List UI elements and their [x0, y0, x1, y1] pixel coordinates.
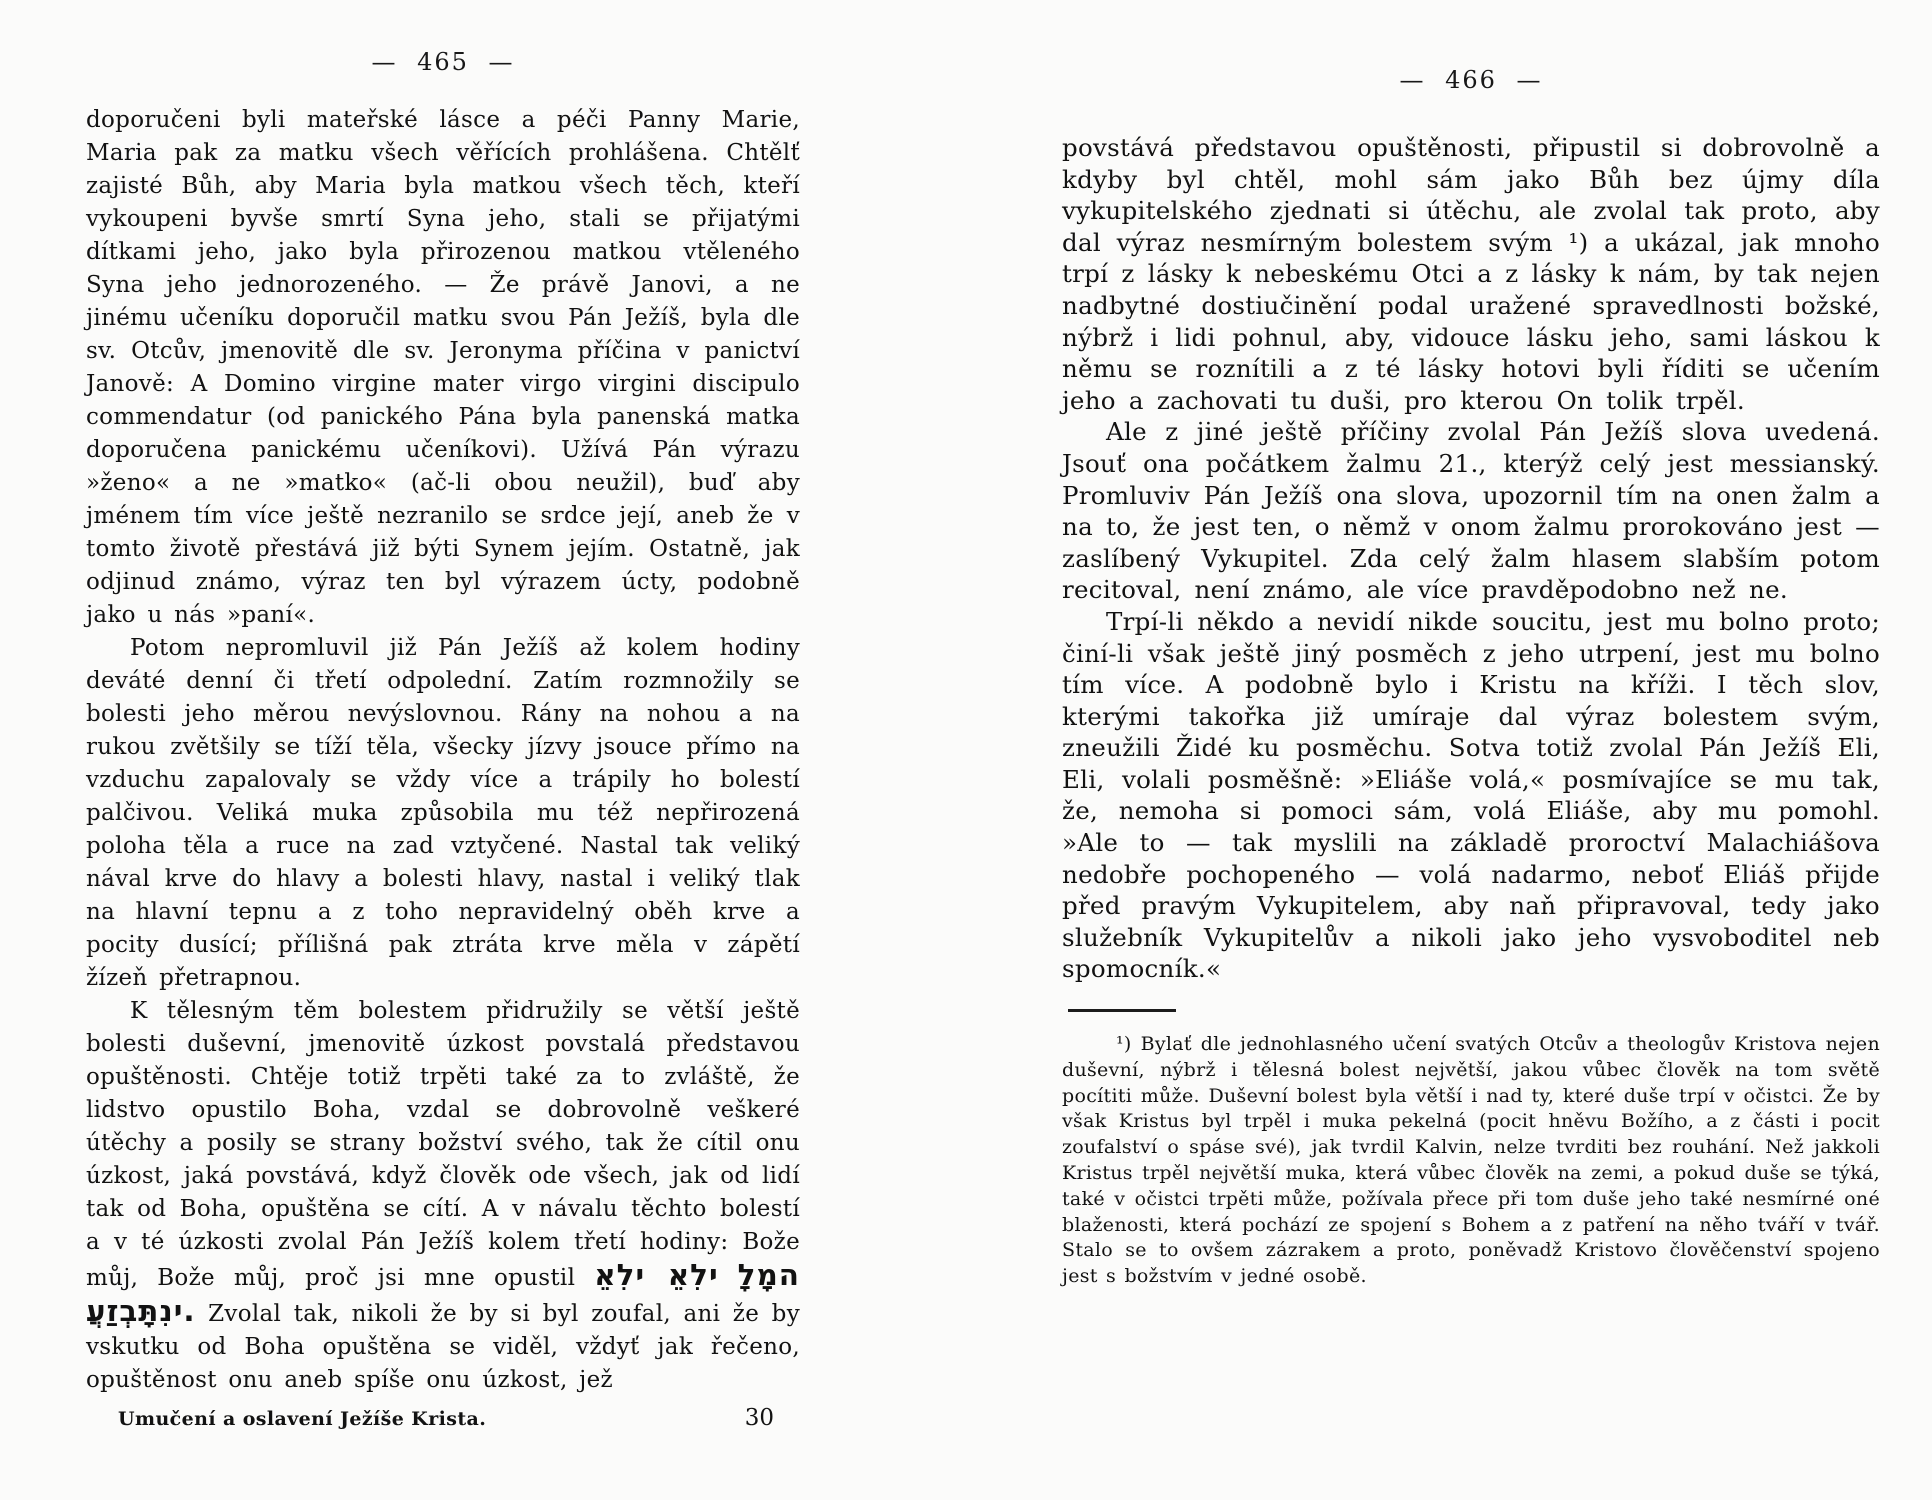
page-body-left: [86, 104, 800, 1397]
page-number-right: — 466 —: [1399, 66, 1543, 94]
paragraph: [86, 995, 800, 1397]
footnote-divider: [1068, 1009, 1176, 1012]
hebrew-phrase-eli: אֵלִי אֵלִי: [594, 1258, 719, 1292]
page-465: [86, 48, 800, 1431]
footnote: ¹) Bylať dle jednohlasného učení svatých Otcův a theologův Kristova nejen duševní, nýbrž i tělesná bolest největší, jakou vůbec člověk na tom světě pocítiti může. Duševní bolest byla větší i nad ty, které duše trpí v očistci. Že by však Kristus byl trpěl i muka pekelná (pocit hněvu Božího, a z části i pocit zoufalství o spáse své), jak tvrdil Kalvin, nelze tvrditi bez rouhání. Než jakkoli Kristus trpěl největší muka, která vůbec člověk na zemi, a pokud duše se týká, také v očistci trpěti může, požívala přece při tom duše jeho také nesmírné oné blaženosti, která pochází ze spojení s Bohem a z patření na něho tváří v tvář. Stalo se to ovšem zázrakem a proto, poněvadž Kristovo člověčenství spojeno jest s božstvím v jedné osobě.: [1062, 1033, 1880, 1288]
hebrew-phrase-lamah-azavtani: לָמָה עֲזַבְתָּנִי.: [86, 1258, 800, 1328]
page-body-right: [1062, 132, 1880, 985]
page-number-left: — 465 —: [371, 48, 515, 76]
page-footer: [86, 1405, 800, 1431]
paragraph: Trpí-li někdo a nevidí nikde soucitu, jest mu bolno proto; činí-li však ještě jiný posměch z jeho utrpení, jest mu bolno tím více. A podobně bylo i Kristu na kříži. I těch slov, kterými takořka již umíraje dal výraz bolestem svým, zneužili Židé ku posměchu. Sotva totiž zvolal Pán Ježíš Eli, Eli, volali posměšně: »Eliáše volá,« posmívajíce se mu tak, že, nemoha si pomoci sám, volá Eliáše, aby mu pomohl. »Ale to — tak myslili na základě proroctví Malachiášova nedobře pochopeného — volá nadarmo, neboť Eliáš přijde před pravým Vykupitelem, aby naň připravoval, tedy jako služebník Vykupitelův a nikoli jako jeho vysvoboditel neb spomocník.«: [1062, 606, 1880, 984]
paragraph-text: Zvolal tak, nikoli že by si byl zoufal, ani že by vskutku od Boha opuštěna se viděl, vždyť jak řečeno, opuštěnost onu aneb spíše onu úzkost, jež: [86, 1301, 800, 1393]
paragraph: Ale z jiné ještě příčiny zvolal Pán Ježíš slova uvedená. Jsouť ona počátkem žalmu 21., kterýž celý jest messianský. Promluviv Pán Ježíš ona slova, upozornil tím na onen žalm a na to, že jest ten, o němž v onom žalmu prorokováno jest — zaslíbený Vykupitel. Zda celý žalm hlasem slabším potom recitoval, není známo, ale více pravděpodobno než ne.: [1062, 417, 1880, 605]
paragraph: doporučeni byli mateřské lásce a péči Panny Marie, Maria pak za matku všech věřících prohlášena. Chtělť zajisté Bůh, aby Maria byla matkou všech těch, kteří vykoupeni byvše smrtí Syna jeho, stali se přijatými dítkami jeho, jako byla přirozenou matkou vtěleného Syna jeho jednorozeného. — Že právě Janovi, a ne jinému učeníku doporučil matku svou Pán Ježíš, byla dle sv. Otcův, jmenovitě dle sv. Jeronyma příčina v panictví Janově: A Domino virgine mater virgo virgini discipulo commendatur (od panického Pána byla panenská matka doporučena panickému učeníkovi). Užívá Pán výrazu »ženo« a ne »matko« (ač-li obou neužil), buď aby jménem tím více ještě nezranilo se srdce její, aneb že v tomto životě přestává již býti Synem jejím. Ostatně, jak odjinud známo, výraz ten byl výrazem úcty, podobně jako u nás »paní«.: [86, 107, 800, 628]
paragraph: Potom nepromluvil již Pán Ježíš až kolem hodiny deváté denní či třetí odpolední. Zatím rozmnožily se bolesti jeho měrou nevýslovnou. Rány na nohou a na rukou zvětšily se tíží těla, všecky jízvy jsouce přímo na vzduchu zapalovaly se vždy více a trápily ho bolestí palčivou. Veliká muka způsobila mu též nepřirozená poloha těla a ruce na zad vztyčené. Nastal tak veliký nával krve do hlavy a bolesti hlavy, nastal i veliký tlak na hlavní tepnu a z toho nepravidelný oběh krve a pocity dusící; přílišná pak ztráta krve měla v zápětí žízeň přetrapnou.: [86, 635, 800, 991]
page-466: [1062, 66, 1880, 1290]
signature-number: 30: [744, 1405, 774, 1431]
paragraph: povstává představou opuštěnosti, připustil si dobrovolně a kdyby byl chtěl, mohl sám jako Bůh bez újmy díla vykupitelského zjednati si útěchu, ale zvolal tak proto, aby dal výraz nesmírným bolestem svým ¹) a ukázal, jak mnoho trpí z lásky k nebeskému Otci a z lásky k nám, by tak nejen nadbytné dostiučinění podal uražené spravedlnosti božské, nýbrž i lidi pohnul, aby, vidouce lásku jeho, sami láskou k němu se roznítili a z té lásky hotovi byli říditi se učením jeho a zachovati tu duši, pro kterou On tolik trpěl.: [1062, 133, 1880, 415]
paragraph-text: K tělesným těm bolestem přidružily se větší ještě bolesti duševní, jmenovitě úzkost povstalá představou opuštěnosti. Chtěje totiž trpěti také za to zvláště, že lidstvo opustilo Boha, vzdal se dobrovolně veškeré útěchy a posily se strany božství svého, tak že cítil onu úzkost, jaká povstává, když člověk ode všech, jak od lidí tak od Boha, opuštěna se cítí. A v návalu těchto bolestí a v té úzkosti zvolal Pán Ježíš kolem třetí hodiny: Bože můj, Bože můj, proč jsi mne opustil: [86, 998, 800, 1291]
running-title: Umučení a oslavení Ježíše Krista.: [118, 1408, 487, 1430]
